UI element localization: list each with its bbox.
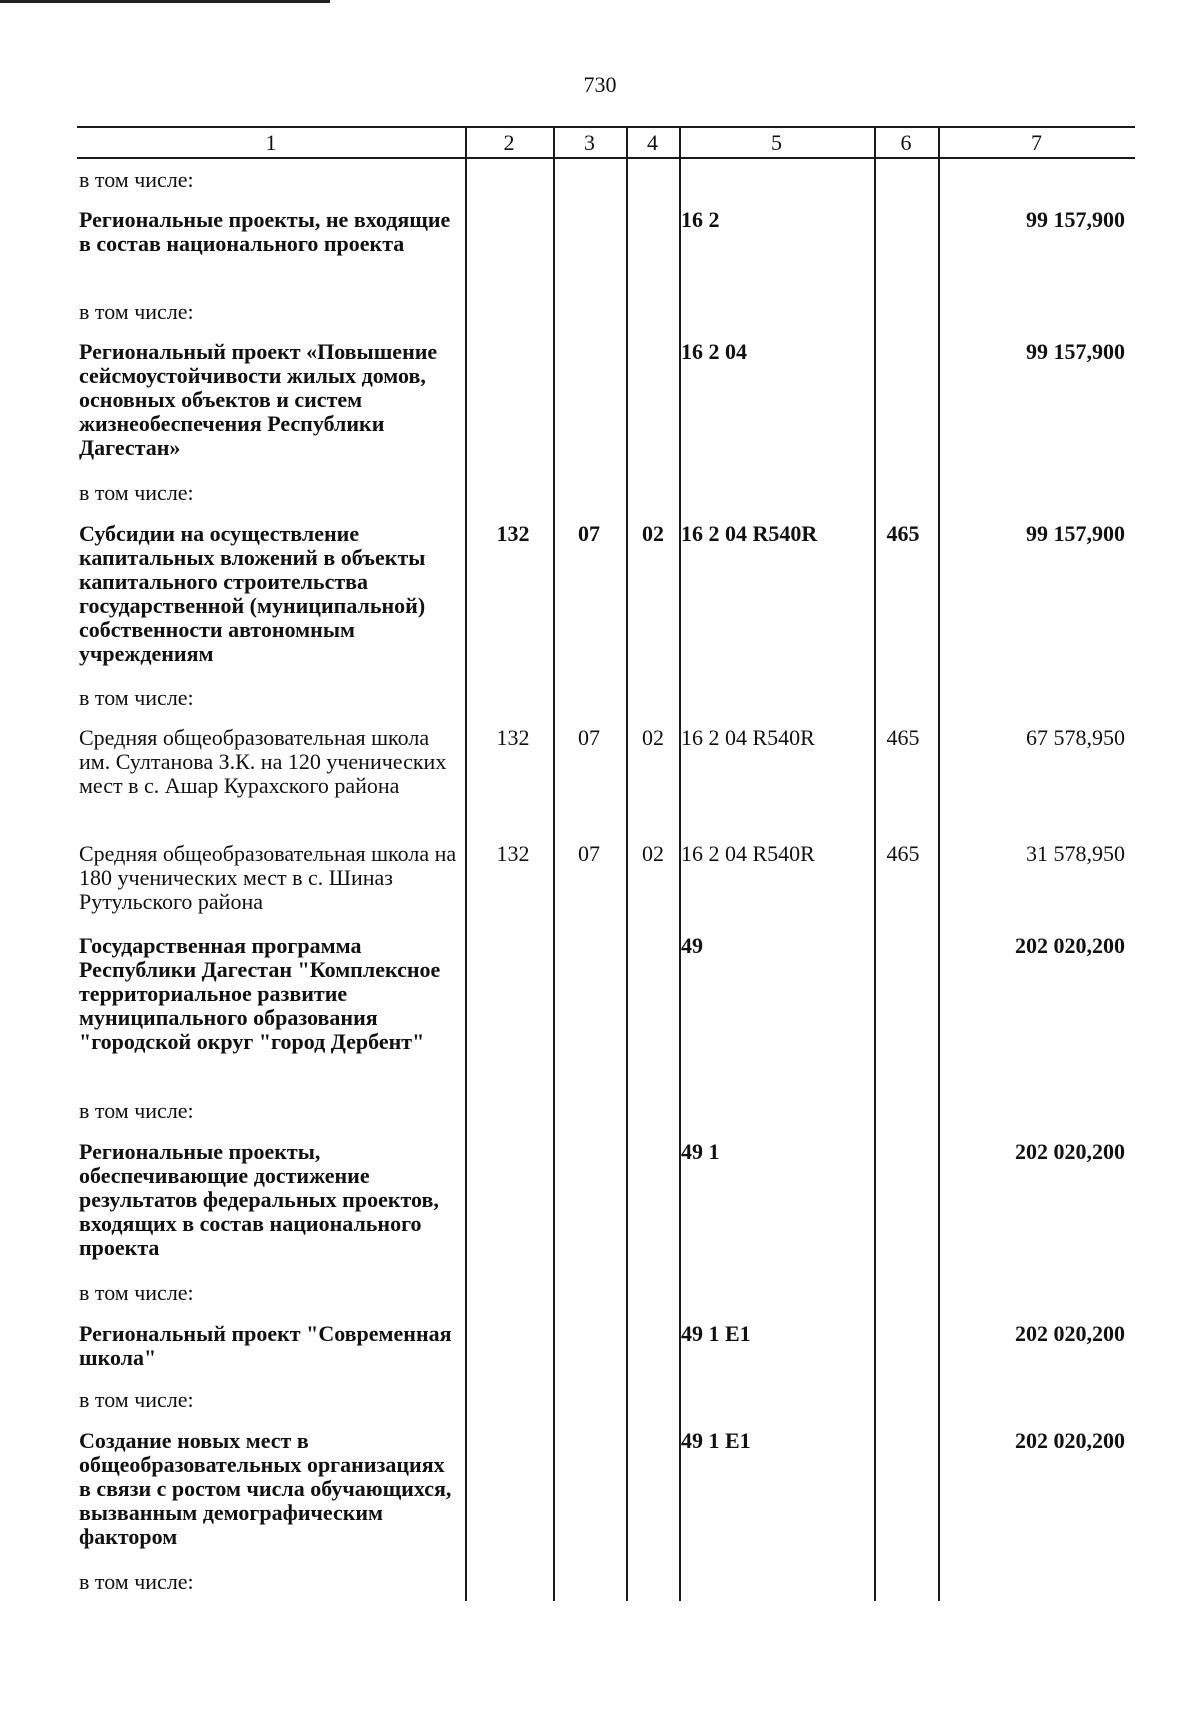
row-name: Средняя общеобразовательная школа на 180 ученических мест в с. Шиназ Рутульского района — [79, 841, 457, 914]
row-name: Региональный проект "Современная школа" — [79, 1321, 452, 1370]
row-subsection: 02 — [642, 841, 664, 866]
row-amount: 99 157,900 — [1026, 207, 1125, 232]
row-target-code: 16 2 04 R540R — [681, 521, 818, 546]
header-cell: 4 — [647, 130, 658, 155]
row-admin-code: 132 — [496, 521, 530, 546]
row-name: в том числе: — [79, 1280, 194, 1305]
top-rule — [0, 0, 330, 3]
page-number: 730 — [583, 72, 617, 97]
row-name: в том числе: — [79, 1387, 194, 1412]
row-target-code: 49 1 E1 — [681, 1321, 751, 1346]
row-name: Создание новых мест в общеобразовательных организациях в связи с ростом числа обучающихся, вызванным демографическим фактором — [79, 1428, 452, 1549]
budget-table — [77, 126, 1135, 1601]
row-section: 07 — [578, 725, 600, 750]
header-bottom-border — [77, 157, 1135, 159]
header-cell: 7 — [1031, 130, 1042, 155]
row-amount: 67 578,950 — [1026, 725, 1125, 750]
row-target-code: 16 2 04 R540R — [681, 841, 815, 866]
row-expense-type: 465 — [886, 521, 920, 546]
row-amount: 202 020,200 — [1015, 1321, 1125, 1346]
row-target-code: 16 2 04 R540R — [681, 725, 815, 750]
row-section: 07 — [578, 521, 600, 546]
header-cell: 1 — [265, 130, 277, 155]
row-name: Государственная программа Республики Дагестан "Комплексное территориальное развитие муниципального образования "городской округ "город Дербент" — [79, 933, 441, 1054]
row-amount: 202 020,200 — [1015, 1139, 1125, 1164]
row-target-code: 49 — [681, 933, 703, 958]
subtotal-label: в том числе: — [79, 167, 194, 192]
row-target-code: 16 2 — [681, 207, 720, 232]
row-amount: 202 020,200 — [1015, 1428, 1125, 1453]
row-name: в том числе: — [79, 480, 194, 505]
row-expense-type: 465 — [886, 725, 920, 750]
row-name: Региональные проекты, не входящие в состав национального проекта — [79, 207, 451, 256]
row-subsection: 02 — [642, 521, 664, 546]
header-cell: 6 — [900, 130, 912, 155]
row-name: в том числе: — [79, 1569, 194, 1594]
row-amount: 99 157,900 — [1026, 339, 1125, 364]
row-amount: 99 157,900 — [1026, 521, 1125, 546]
row-amount: 202 020,200 — [1015, 933, 1125, 958]
row-target-code: 16 2 04 — [681, 339, 747, 364]
row-name: Средняя общеобразовательная школа им. Султанова З.К. на 120 ученических мест в с. Ашар Курахского района — [79, 725, 447, 798]
row-subsection: 02 — [642, 725, 664, 750]
row-admin-code: 132 — [496, 725, 530, 750]
row-target-code: 49 1 E1 — [681, 1428, 751, 1453]
row-name: Региональные проекты, обеспечивающие достижение результатов федеральных проектов, входящих в состав национального проекта — [79, 1139, 439, 1260]
row-expense-type: 465 — [886, 841, 920, 866]
row-name: Региональный проект «Повышение сейсмоустойчивости жилых домов, основных объектов и систем жизнеобеспечения Республики Дагестан» — [79, 339, 438, 460]
header-cell: 2 — [503, 130, 515, 155]
row-target-code: 49 1 — [681, 1139, 720, 1164]
row-admin-code: 132 — [496, 841, 530, 866]
row-name: в том числе: — [79, 685, 194, 710]
row-section: 07 — [578, 841, 600, 866]
row-name: Субсидии на осуществление капитальных вложений в объекты капитального строительства государственной (муниципальной) собственности автономным учреждениям — [79, 521, 426, 666]
row-name: в том числе: — [79, 299, 194, 324]
row-name: в том числе: — [79, 1098, 194, 1123]
header-cell: 5 — [771, 130, 782, 155]
header-cell: 3 — [584, 130, 595, 155]
row-amount: 31 578,950 — [1026, 841, 1125, 866]
